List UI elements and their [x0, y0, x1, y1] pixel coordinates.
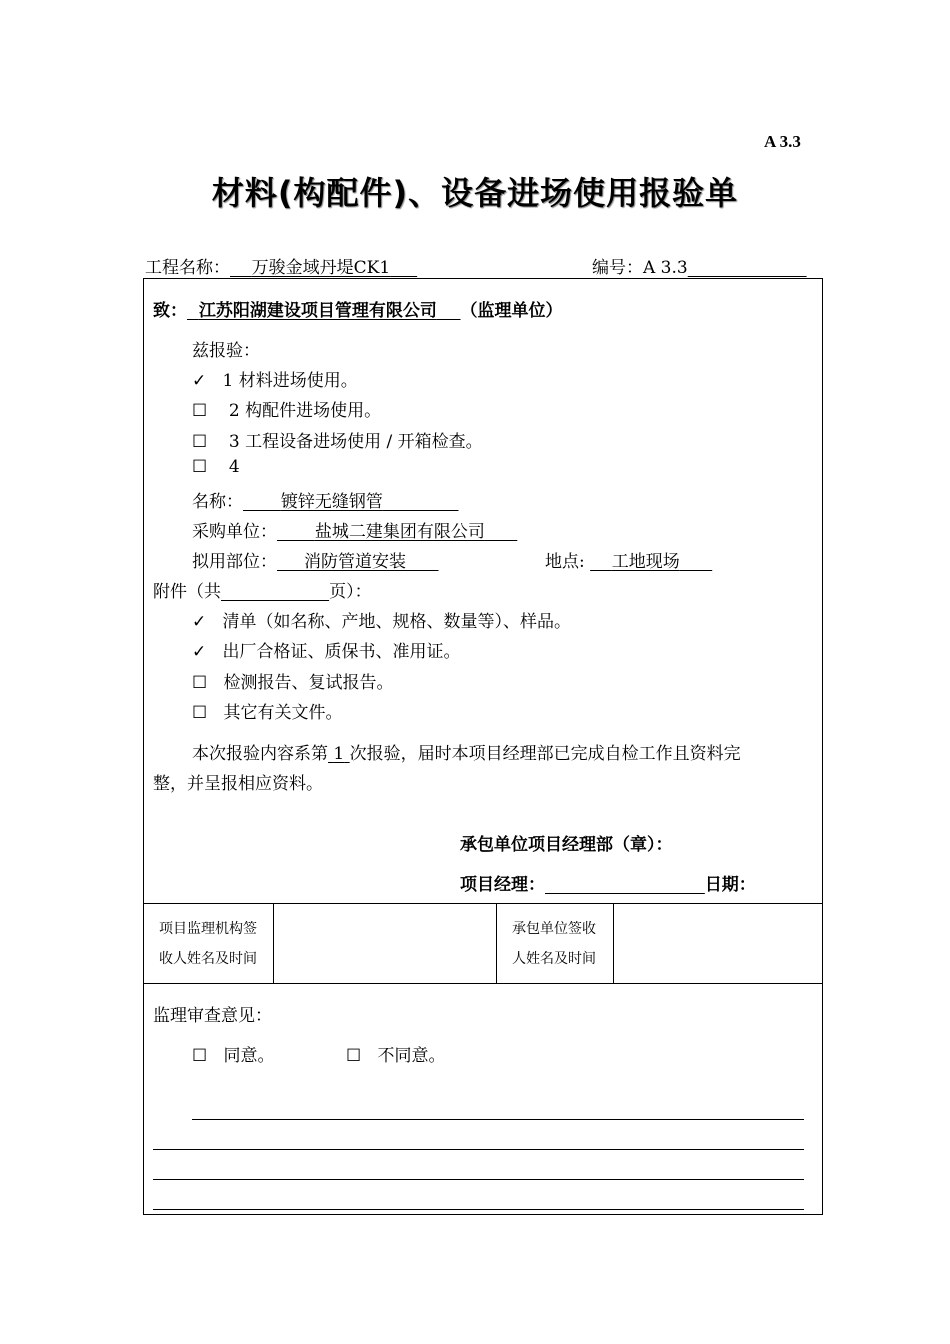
supervisor-receiver-label: 项目监理机构签 收人姓名及时间 [159, 921, 257, 967]
location-row [545, 547, 712, 572]
checkbox-icon: ☐ [346, 1046, 362, 1066]
material-name-row [192, 487, 458, 512]
attachment-item[interactable]: ☐ 检测报告、复试报告。 [192, 673, 394, 693]
use-dept-label: 拟用部位： [192, 552, 277, 572]
project-manager-row [460, 870, 756, 895]
form-number-blank[interactable] [688, 258, 807, 278]
agree-option[interactable]: ☐ 同意。 [192, 1046, 275, 1066]
divider [144, 903, 822, 904]
divider [144, 983, 822, 984]
attachment-item[interactable]: ✓ 出厂合格证、质保书、准用证。 [192, 642, 461, 662]
review-comment-line[interactable] [192, 1119, 804, 1120]
material-name-label: 名称： [192, 492, 243, 512]
supervisor-receiver-field[interactable] [275, 905, 494, 981]
intro-text: 兹报验： [192, 341, 260, 361]
form-number-row [592, 253, 807, 278]
to-suffix: （监理单位） [460, 301, 563, 321]
review-comment-line[interactable] [153, 1179, 804, 1180]
project-name-value[interactable]: 万骏金域丹堤CK1 [251, 258, 391, 278]
use-dept-value[interactable]: 消防管道安装 [304, 552, 407, 572]
check-item[interactable]: ✓ 1 材料进场使用。 [192, 371, 358, 391]
submission-count[interactable]: 1 [333, 744, 345, 764]
material-name-value[interactable]: 镀锌无缝钢管 [280, 492, 383, 512]
attachments-label: 附件（共 [153, 582, 221, 602]
checkbox-icon: ☐ [192, 673, 208, 693]
date-label: 日期： [704, 875, 756, 895]
purchaser-value[interactable]: 盐城二建集团有限公司 [314, 522, 485, 542]
to-label: 致： [153, 301, 187, 321]
contractor-dept-label: 承包单位项目经理部（章）： [460, 835, 673, 855]
check-item[interactable]: ☐ 2 构配件进场使用。 [192, 401, 382, 421]
attachments-pages[interactable] [221, 582, 329, 602]
to-row [153, 296, 563, 321]
check-icon: ✓ [192, 612, 207, 632]
check-item[interactable]: ☐ 4 [192, 457, 240, 477]
review-label: 监理审查意见： [153, 1006, 272, 1026]
checkbox-icon: ☐ [192, 432, 208, 452]
divider [613, 903, 614, 983]
form-number-value[interactable]: A 3.3 [643, 258, 688, 278]
project-manager-signature[interactable] [545, 875, 705, 895]
form-frame [143, 278, 823, 1215]
check-item[interactable]: ☐ 3 工程设备进场使用 / 开箱检查。 [192, 432, 483, 452]
location-label: 地点: [545, 552, 585, 572]
form-number-label: 编号： [592, 258, 643, 278]
contractor-receiver-field[interactable] [615, 905, 821, 981]
project-manager-label: 项目经理： [460, 875, 545, 895]
divider [273, 903, 274, 983]
attachments-row: 附件（共 页）： [153, 582, 372, 602]
checkbox-icon: ☐ [192, 1046, 208, 1066]
check-icon: ✓ [192, 642, 207, 662]
statement-line-2: 整，并呈报相应资料。 [153, 774, 323, 794]
divider [496, 903, 497, 983]
checkbox-icon: ☐ [192, 703, 208, 723]
attachment-item[interactable]: ✓ 清单（如名称、产地、规格、数量等）、样品。 [192, 612, 571, 632]
use-dept-row [192, 547, 438, 572]
checkbox-icon: ☐ [192, 401, 208, 421]
attachment-item[interactable]: ☐ 其它有关文件。 [192, 703, 343, 723]
project-name-label: 工程名称： [145, 258, 230, 278]
location-value[interactable]: 工地现场 [611, 552, 680, 572]
page-title: 材料(构配件)、设备进场使用报验单 [211, 174, 739, 212]
purchaser-label: 采购单位： [192, 522, 277, 542]
project-name-row [145, 253, 417, 278]
form-code: A 3.3 [764, 132, 801, 151]
checkbox-icon: ☐ [192, 457, 208, 477]
contractor-receiver-label: 承包单位签收 人姓名及时间 [512, 921, 596, 967]
statement-line-1: 本次报验内容系第 1 次报验，届时本项目经理部已完成自检工作且资料完 [192, 744, 741, 764]
review-comment-line[interactable] [153, 1149, 804, 1150]
check-icon: ✓ [192, 371, 207, 391]
disagree-option[interactable]: ☐ 不同意。 [346, 1046, 446, 1066]
to-value[interactable]: 江苏阳湖建设项目管理有限公司 [198, 301, 437, 321]
purchaser-row [192, 517, 517, 542]
review-comment-line[interactable] [153, 1209, 804, 1210]
